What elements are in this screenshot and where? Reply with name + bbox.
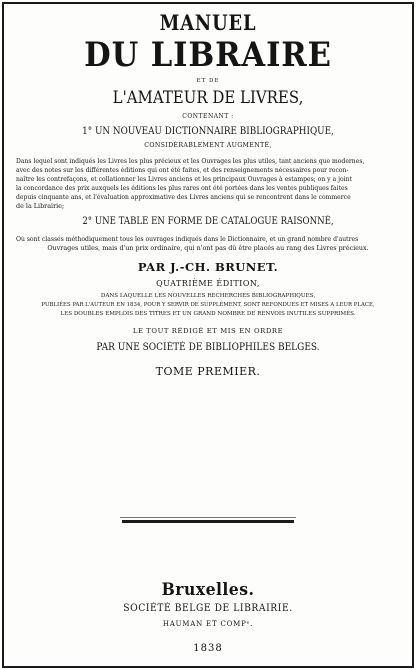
edition-detail-line: PUBLIÉES PAR L'AUTEUR EN 1834, POUR Y SERVIR DE SUPPLÉMENT, SONT REFONDUES ET MISES A LEUR PLACE, [41, 302, 375, 308]
title-page [2, 2, 414, 668]
redige-line: LE TOUT RÉDIGÉ ET MIS EN ORDRE [132, 327, 284, 335]
part1-line: Dans lequel sont indiqués les Livres les plus précieux et les Ouvrages les plus utiles, tant anciens que modernes, [16, 157, 365, 165]
imprint-city: Bruxelles. [161, 580, 255, 600]
title-du-libraire: DU LIBRAIRE [84, 35, 332, 75]
tome-line: TOME PREMIER. [155, 365, 261, 378]
author-line: PAR J.-CH. BRUNET. [137, 260, 279, 274]
part1-line: de la Librairie; [16, 202, 65, 210]
part1-line: depuis cinquante ans, et l'évaluation approximative des Livres anciens qui se rencontrent dans le commerce [16, 193, 351, 201]
part1-line: la concordance des prix auxquels les éditions les plus rares ont été portées dans les ventes publiques faites [16, 184, 348, 192]
imprint-printer: HAUMAN ET COMPᵉ. [162, 620, 254, 628]
title-amateur: L'AMATEUR DE LIVRES, [112, 88, 304, 108]
imprint-publisher: SOCIÉTÉ BELGE DE LIBRAIRIE. [123, 603, 293, 614]
title-conjunction: ET DE [196, 78, 220, 84]
edition-detail-line: DANS LAQUELLE LES NOUVELLES RECHERCHES BIBLIOGRAPHIQUES, [100, 293, 316, 299]
imprint-year: 1838 [193, 643, 223, 654]
part1-line: avec des notes sur les différentes éditions qui ont été faites, et des renseignements nécessaires pour recon- [16, 166, 349, 174]
contenant-label: CONTENANT : [182, 113, 234, 120]
part2-heading: 2° UNE TABLE EN FORME DE CATALOGUE RAISONNÉ, [82, 216, 334, 227]
part1-line: naître les contrefaçons, et collationner les Livres anciens et les principaux Ouvrages à estampes; on y a joint [16, 175, 352, 183]
society-line: PAR UNE SOCIÉTÉ DE BIBLIOPHILES BELGES. [96, 342, 320, 353]
part1-heading: 1° UN NOUVEAU DICTIONNAIRE BIBLIOGRAPHIQUE, [82, 125, 334, 137]
title-manuel: MANUEL [159, 10, 257, 35]
edition-line: QUATRIÈME ÉDITION, [156, 279, 260, 288]
part1-subheading: CONSIDÉRABLEMENT AUGMENTÉ, [144, 142, 272, 149]
ornamental-rule [122, 520, 294, 523]
edition-detail-line: LES DOUBLES EMPLOIS DES TITRES ET UN GRAND NOMBRE DE RENVOIS INUTILES SUPPRIMÉS. [60, 311, 356, 317]
part2-line: Où sont classés méthodiquement tous les ouvrages indiqués dans le Dictionnaire, et un grand nombre d'autres [16, 235, 359, 243]
part2-line: Ouvrages utiles, mais d'un prix ordinaire, qui n'ont pas dû être placés au rang des Livres précieux. [47, 244, 369, 252]
